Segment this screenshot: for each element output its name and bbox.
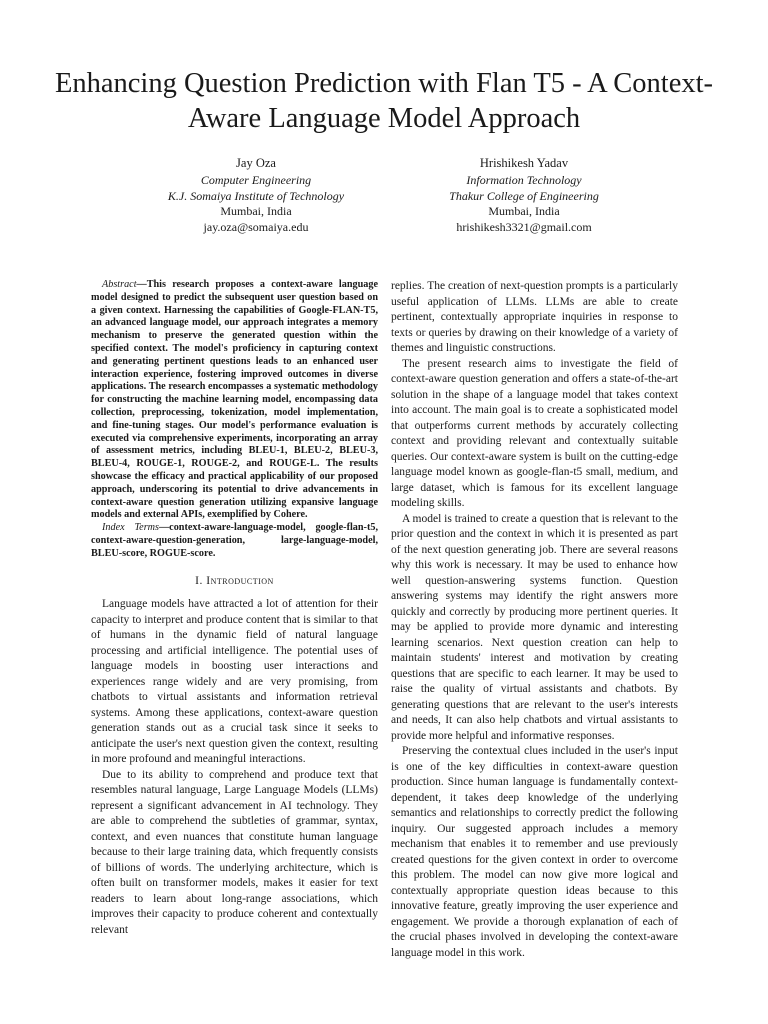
body-paragraph: The present research aims to investigate the field of context-aware question generation and offers a state-of-the-art solution in the shape of a language model that takes context into account. The main goal is to create a sophisticated model that outperforms current methods by accurately collecting context and providing relevant and contextually suitable queries. Our context-aware system is built on the cutting-edge language model known as google-flan-t5 small, medium, and large dataset, which is famous for its excellent language modeling skills.	[391, 357, 678, 509]
author-institution: Thakur College of Engineering	[449, 188, 599, 203]
index-terms-label: Index Terms	[102, 522, 159, 534]
body-paragraph: A model is trained to create a question that is relevant to the prior question and the context in which it is presented as part of the next question generating job. There are several reasons why this work is necessary. It may be used to enhance how well question-answering systems function. Question answering systems may identify the right answers more quickly and correctly by producing more pertinent queries. It may be applied to provide more dynamic and interesting learning scenarios. Next question creation can help to maintain students' interest and motivation by creating questions that are specific to each learner. It may be used to raise the quality of virtual assistants and chatbots. By generating questions that are relevant to the user's interests and needs, It can also help chatbots and virtual assistants to provide more helpful and informative responses.	[391, 512, 678, 742]
author-location: Mumbai, India	[488, 204, 560, 219]
abstract-text: —This research proposes a context-aware language model designed to predict the subsequent user question based on a given context. Harnessing the capabilities of Google-FLAN-T5, an advanced language model, our approach integrates a memory mechanism to preserve the generated question within the specified context. The model's proficiency in capturing context and generating pertinent questions leads to an enhanced user interaction experience, fostering improved outcomes in diverse applications. The research encompasses a systematic methodology for constructing the machine learning model, encompassing data collection, preprocessing, tokenization, model implementation, and fine-tuning stages. Our model's performance evaluation is executed via comprehensive experiments, incorporating an array of assessment metrics, including BLEU-1, BLEU-2, BLEU-3, BLEU-4, ROUGE-1, ROUGE-2, and ROUGE-L. The results showcase the efficacy and practical applicability of our proposed approach, underscoring its potential to drive advancements in context-aware question generation utilizing expansive language models and external APIs, exemplified by Cohere.	[91, 279, 378, 521]
body-paragraph: replies. The creation of next-question prompts is a particularly useful application of LLMs. LLMs are able to create pertinent, contextually appropriate inquiries in response to texts or queries by drawing on their knowledge of a variety of themes and linguistic constructions.	[391, 280, 678, 354]
index-terms-text: —context-aware-language-model, google-flan-t5, context-aware-question-generation, large-language-model, BLEU-score, ROGUE-score.	[91, 522, 378, 559]
author-name: Hrishikesh Yadav	[479, 156, 569, 170]
author-institution: K.J. Somaiya Institute of Technology	[167, 188, 345, 203]
author-block-2	[394, 156, 654, 236]
index-terms	[91, 522, 378, 560]
author-location: Mumbai, India	[220, 204, 292, 219]
left-column	[91, 279, 378, 938]
right-column	[391, 279, 678, 961]
author-email: hrishikesh3321@gmail.com	[456, 220, 592, 235]
abstract	[91, 279, 378, 522]
body-paragraph: Due to its ability to comprehend and produce text that resembles natural language, Large Language Models (LLMs) represent a significant advancement in AI technology. They are able to comprehend the subtleties of grammar, syntax, context, and even nuances that constitute human language because to their large training data, which frequently consists of billions of words. The underlying architecture, which is often built on transformer models, makes it easier for text readers to learn about long-range associations, which improves their capacity to produce coherent and contextually relevant	[91, 768, 378, 936]
author-block-1	[126, 156, 386, 236]
body-paragraph: Language models have attracted a lot of attention for their capacity to interpret and produce content that is similar to that of humans in the dynamic field of natural language processing and artificial intelligence. The potential uses of language models in boosting user interactions and experiences range widely and are very promising, from chatbots to virtual assistants and information retrieval systems. Among these applications, context-aware question generation stands out as a crucial task since it seeks to anticipate the user's next question given the context, resulting in more profound and meaningful interactions.	[91, 598, 378, 766]
author-department: Information Technology	[466, 172, 582, 187]
author-department: Computer Engineering	[200, 172, 312, 187]
author-name: Jay Oza	[236, 156, 276, 170]
body-paragraph: Preserving the contextual clues included in the user's input is one of the key difficulties in context-aware question production. Since human language is fundamentally context-dependent, it takes deep knowledge of the underlying semantics and relationships to correctly predict the following inquiry. Our suggested approach includes a memory mechanism that enables it to remember and use previously created questions for the given context in order to overcome this problem. The model can now give more logical and contextually appropriate question ideas because to this innovative feature, greatly improving the user experience and engagement. We provide a thorough explanation of each of the crucial phases involved in developing the context-aware language model in this work.	[391, 745, 678, 959]
abstract-label: Abstract	[102, 279, 137, 290]
paper-title: Enhancing Question Prediction with Flan T5 - A Context-Aware Language Model Approach	[54, 68, 714, 134]
author-email: jay.oza@somaiya.edu	[203, 220, 309, 235]
section-heading-introduction: I. Introduction	[195, 574, 274, 587]
